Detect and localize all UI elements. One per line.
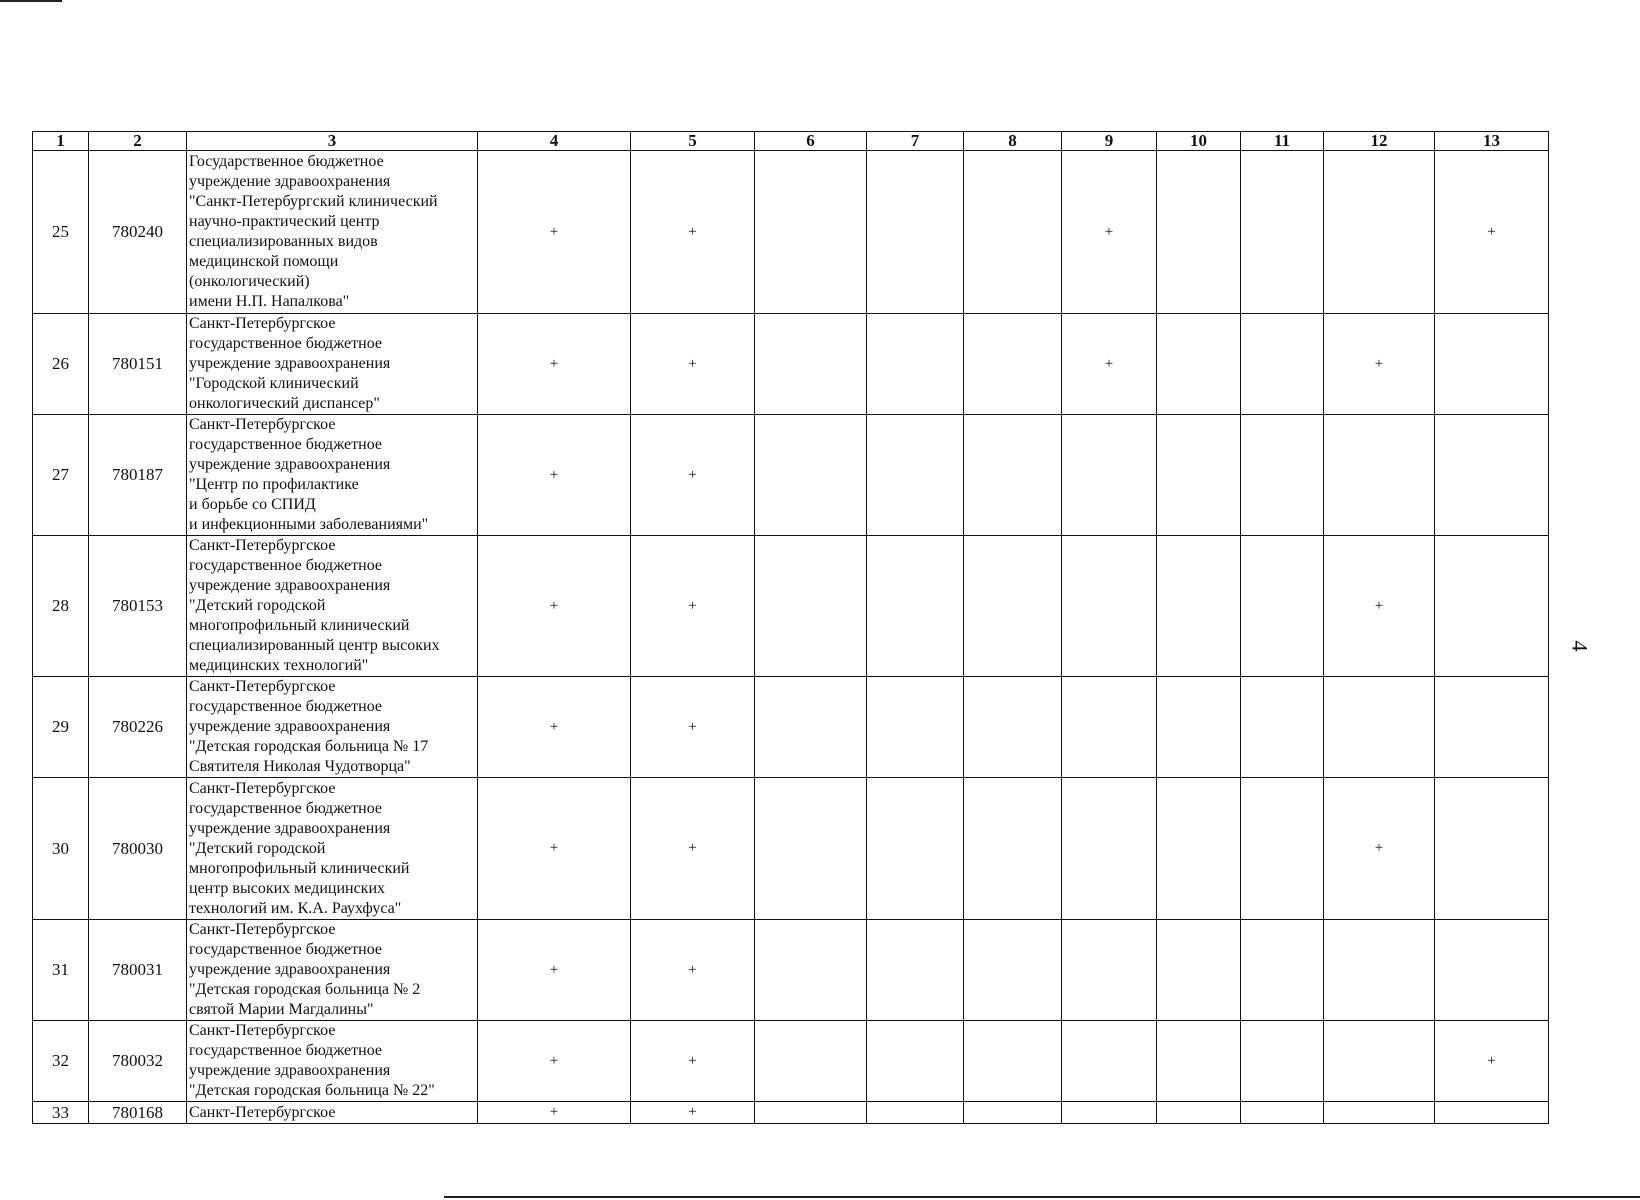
institution-code-cell: 780226: [89, 677, 187, 778]
institution-name-cell: Санкт-Петербургское государственное бюджетное учреждение здравоохранения "Детская городская больница № 17 Святителя Николая Чудотворца": [187, 677, 478, 778]
mark-cell-col-11: [1241, 536, 1324, 677]
header-cell-10: 10: [1157, 132, 1241, 151]
mark-cell-col-4: +: [478, 415, 631, 536]
row-number-cell: 27: [33, 415, 89, 536]
mark-cell-col-8: [964, 920, 1062, 1021]
mark-cell-col-9: [1062, 778, 1157, 920]
mark-cell-col-12: [1324, 415, 1435, 536]
mark-cell-col-11: [1241, 778, 1324, 920]
mark-cell-col-10: [1157, 151, 1241, 314]
mark-cell-col-7: [867, 536, 964, 677]
mark-cell-col-9: [1062, 920, 1157, 1021]
mark-cell-col-13: +: [1435, 1021, 1549, 1102]
mark-cell-col-5: +: [631, 677, 755, 778]
mark-cell-col-5: +: [631, 536, 755, 677]
table-row: [33, 1021, 1549, 1102]
mark-cell-col-10: [1157, 677, 1241, 778]
mark-cell-col-4: +: [478, 314, 631, 415]
mark-cell-col-12: +: [1324, 314, 1435, 415]
mark-cell-col-4: +: [478, 677, 631, 778]
institution-name-cell: Санкт-Петербургское государственное бюджетное учреждение здравоохранения "Городской клинический онкологический диспансер": [187, 314, 478, 415]
mark-cell-col-9: +: [1062, 151, 1157, 314]
header-cell-1: 1: [33, 132, 89, 151]
mark-cell-col-11: [1241, 415, 1324, 536]
institution-name-cell: Санкт-Петербургское государственное бюджетное учреждение здравоохранения "Детская городская больница № 2 святой Марии Магдалины": [187, 920, 478, 1021]
institution-name-cell: Государственное бюджетное учреждение здравоохранения "Санкт-Петербургский клинический научно-практический центр специализированных видов медицинской помощи (онкологический) имени Н.П. Напалкова": [187, 151, 478, 314]
header-cell-11: 11: [1241, 132, 1324, 151]
table-row: [33, 536, 1549, 677]
mark-cell-col-10: [1157, 1102, 1241, 1124]
mark-cell-col-7: [867, 778, 964, 920]
institution-name-cell: Санкт-Петербургское государственное бюджетное учреждение здравоохранения "Детский городской многопрофильный клинический специализированный центр высоких медицинских технологий": [187, 536, 478, 677]
mark-cell-col-9: [1062, 1102, 1157, 1124]
mark-cell-col-7: [867, 314, 964, 415]
institution-name-cell: Санкт-Петербургское: [187, 1102, 478, 1124]
mark-cell-col-6: [755, 778, 867, 920]
mark-cell-col-7: [867, 415, 964, 536]
mark-cell-col-10: [1157, 778, 1241, 920]
mark-cell-col-8: [964, 1021, 1062, 1102]
mark-cell-col-12: [1324, 151, 1435, 314]
institution-code-cell: 780187: [89, 415, 187, 536]
header-cell-9: 9: [1062, 132, 1157, 151]
mark-cell-col-9: [1062, 1021, 1157, 1102]
mark-cell-col-9: [1062, 536, 1157, 677]
institution-code-cell: 780153: [89, 536, 187, 677]
mark-cell-col-13: [1435, 415, 1549, 536]
mark-cell-col-12: [1324, 1102, 1435, 1124]
mark-cell-col-8: [964, 415, 1062, 536]
mark-cell-col-4: +: [478, 151, 631, 314]
mark-cell-col-12: [1324, 677, 1435, 778]
table-row: [33, 778, 1549, 920]
row-number-cell: 26: [33, 314, 89, 415]
table-row: [33, 1102, 1549, 1124]
mark-cell-col-12: +: [1324, 778, 1435, 920]
mark-cell-col-8: [964, 151, 1062, 314]
mark-cell-col-10: [1157, 415, 1241, 536]
mark-cell-col-8: [964, 314, 1062, 415]
mark-cell-col-5: +: [631, 778, 755, 920]
mark-cell-col-9: [1062, 677, 1157, 778]
institution-code-cell: 780030: [89, 778, 187, 920]
institution-code-cell: 780168: [89, 1102, 187, 1124]
mark-cell-col-10: [1157, 536, 1241, 677]
mark-cell-col-11: [1241, 1102, 1324, 1124]
mark-cell-col-11: [1241, 1021, 1324, 1102]
header-cell-7: 7: [867, 132, 964, 151]
table-row: [33, 314, 1549, 415]
mark-cell-col-6: [755, 1102, 867, 1124]
mark-cell-col-6: [755, 677, 867, 778]
institution-name-cell: Санкт-Петербургское государственное бюджетное учреждение здравоохранения "Детская городская больница № 22": [187, 1021, 478, 1102]
mark-cell-col-8: [964, 778, 1062, 920]
mark-cell-col-7: [867, 920, 964, 1021]
row-number-cell: 29: [33, 677, 89, 778]
mark-cell-col-7: [867, 677, 964, 778]
mark-cell-col-8: [964, 1102, 1062, 1124]
table-body: [33, 151, 1549, 1124]
header-cell-8: 8: [964, 132, 1062, 151]
mark-cell-col-10: [1157, 1021, 1241, 1102]
mark-cell-col-13: +: [1435, 151, 1549, 314]
header-cell-2: 2: [89, 132, 187, 151]
mark-cell-col-11: [1241, 151, 1324, 314]
institution-code-cell: 780031: [89, 920, 187, 1021]
mark-cell-col-4: +: [478, 536, 631, 677]
mark-cell-col-11: [1241, 314, 1324, 415]
header-cell-5: 5: [631, 132, 755, 151]
mark-cell-col-7: [867, 151, 964, 314]
row-number-cell: 30: [33, 778, 89, 920]
mark-cell-col-12: [1324, 920, 1435, 1021]
scan-edge-line-bottom: [444, 1196, 1640, 1198]
row-number-cell: 31: [33, 920, 89, 1021]
mark-cell-col-7: [867, 1021, 964, 1102]
table-row: [33, 151, 1549, 314]
table-row: [33, 677, 1549, 778]
mark-cell-col-9: [1062, 415, 1157, 536]
institution-code-cell: 780151: [89, 314, 187, 415]
scan-edge-line-top: [0, 0, 62, 2]
mark-cell-col-7: [867, 1102, 964, 1124]
mark-cell-col-5: +: [631, 920, 755, 1021]
row-number-cell: 25: [33, 151, 89, 314]
table-row: [33, 920, 1549, 1021]
row-number-cell: 33: [33, 1102, 89, 1124]
mark-cell-col-12: +: [1324, 536, 1435, 677]
mark-cell-col-4: +: [478, 920, 631, 1021]
mark-cell-col-5: +: [631, 415, 755, 536]
mark-cell-col-8: [964, 536, 1062, 677]
header-cell-3: 3: [187, 132, 478, 151]
header-cell-4: 4: [478, 132, 631, 151]
header-cell-12: 12: [1324, 132, 1435, 151]
mark-cell-col-6: [755, 920, 867, 1021]
mark-cell-col-6: [755, 1021, 867, 1102]
mark-cell-col-6: [755, 415, 867, 536]
mark-cell-col-10: [1157, 314, 1241, 415]
mark-cell-col-5: +: [631, 151, 755, 314]
header-row: [33, 132, 1549, 151]
institution-name-cell: Санкт-Петербургское государственное бюджетное учреждение здравоохранения "Центр по профилактике и борьбе со СПИД и инфекционными заболеваниями": [187, 415, 478, 536]
mark-cell-col-6: [755, 536, 867, 677]
mark-cell-col-4: +: [478, 1021, 631, 1102]
mark-cell-col-11: [1241, 677, 1324, 778]
mark-cell-col-6: [755, 151, 867, 314]
mark-cell-col-10: [1157, 920, 1241, 1021]
header-cell-6: 6: [755, 132, 867, 151]
mark-cell-col-11: [1241, 920, 1324, 1021]
mark-cell-col-4: +: [478, 778, 631, 920]
mark-cell-col-13: [1435, 536, 1549, 677]
mark-cell-col-13: [1435, 920, 1549, 1021]
row-number-cell: 32: [33, 1021, 89, 1102]
mark-cell-col-6: [755, 314, 867, 415]
mark-cell-col-13: [1435, 314, 1549, 415]
institution-name-cell: Санкт-Петербургское государственное бюджетное учреждение здравоохранения "Детский городской многопрофильный клинический центр высоких медицинских технологий им. К.А. Раухфуса": [187, 778, 478, 920]
mark-cell-col-9: +: [1062, 314, 1157, 415]
mark-cell-col-8: [964, 677, 1062, 778]
page-number: 4: [1567, 640, 1593, 652]
table-row: [33, 415, 1549, 536]
mark-cell-col-4: +: [478, 1102, 631, 1124]
institution-code-cell: 780240: [89, 151, 187, 314]
row-number-cell: 28: [33, 536, 89, 677]
mark-cell-col-13: [1435, 778, 1549, 920]
mark-cell-col-5: +: [631, 1102, 755, 1124]
institution-code-cell: 780032: [89, 1021, 187, 1102]
document-table: [32, 131, 1549, 1124]
mark-cell-col-12: [1324, 1021, 1435, 1102]
header-cell-13: 13: [1435, 132, 1549, 151]
mark-cell-col-5: +: [631, 1021, 755, 1102]
mark-cell-col-13: [1435, 677, 1549, 778]
mark-cell-col-13: [1435, 1102, 1549, 1124]
mark-cell-col-5: +: [631, 314, 755, 415]
